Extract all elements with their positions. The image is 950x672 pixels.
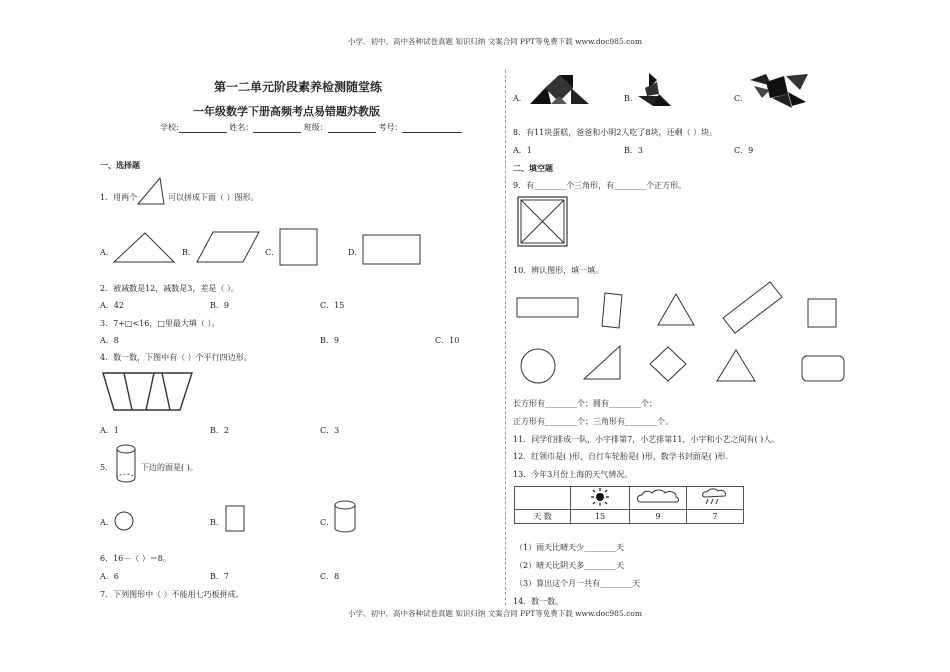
q5-cylinder-figure xyxy=(116,444,138,484)
q4-parallelogram-figure xyxy=(102,372,194,412)
q9-stem: 9．有________个三角形，有________个正方形。 xyxy=(513,181,687,190)
q13-weather-table xyxy=(514,486,744,524)
q3-option-c[interactable]: C．10 xyxy=(435,336,460,345)
q7-option-c[interactable]: C． xyxy=(734,94,749,103)
q1-option-d-rectangle xyxy=(362,234,422,266)
q5-option-b[interactable]: B． xyxy=(210,518,224,527)
q6-option-b[interactable]: B．7 xyxy=(210,572,229,581)
q2-stem: 2．被减数是12，减数是3，差是（ ）。 xyxy=(100,284,239,293)
q9-square-x-figure xyxy=(517,196,569,248)
q7-option-c-tangram-figure xyxy=(748,72,810,110)
number-blank[interactable] xyxy=(402,124,462,133)
page-header: 小学、初中、高中各种试卷真题 知识归纳 文案合同 PPT等免费下载 www.doc985.com xyxy=(348,37,642,46)
q10-triangle-right xyxy=(584,346,620,379)
q10-rectangle-long-tilted xyxy=(723,282,782,333)
q10-rectangle-tilted xyxy=(602,293,622,328)
cloudy-days-value: 9 xyxy=(630,510,687,524)
q1-prefix: 1．用两个 xyxy=(100,193,138,202)
number-label: 考号： xyxy=(378,123,403,132)
q8-option-a[interactable]: A．1 xyxy=(513,146,532,155)
q5-suffix: 下边的面是( )。 xyxy=(141,463,198,472)
section1-heading: 一、选择题 xyxy=(100,161,140,170)
q7-option-b-tangram-figure xyxy=(637,72,673,108)
rain-icon xyxy=(700,488,730,506)
q5-option-c[interactable]: C． xyxy=(320,518,335,527)
q6-stem: 6．16－（ ）＝8。 xyxy=(100,554,171,563)
q10-fill-line2: 正方形有________个；三角形有________个。 xyxy=(513,417,673,426)
q3-stem: 3．7+□<16，□里最大填（ ）。 xyxy=(100,319,220,328)
q12-stem: 12．红领巾是( )形，自行车轮胎是( )形，数学书封面是( )形. xyxy=(513,452,729,461)
q1-option-c-square xyxy=(279,228,319,266)
rainy-cell xyxy=(687,487,744,510)
q13-sub2: （2）晴天比阴天多________天 xyxy=(515,561,625,570)
q10-stem: 10．辨认图形，填一填。 xyxy=(513,266,604,275)
q3-option-a[interactable]: A．8 xyxy=(100,336,119,345)
column-divider xyxy=(505,70,506,605)
q4-option-a[interactable]: A．1 xyxy=(100,426,119,435)
school-blank[interactable] xyxy=(179,124,227,133)
q2-option-b[interactable]: B．9 xyxy=(210,301,229,310)
q10-fill-line1: 长方形有________个；圆有________个； xyxy=(513,399,657,408)
q8-option-b[interactable]: B．3 xyxy=(624,146,643,155)
q7-option-a-tangram-figure xyxy=(529,74,591,106)
title-line2: 一年级数学下册高频考点易错题苏教版 xyxy=(193,105,380,118)
q10-circle xyxy=(521,349,555,383)
q10-triangle-2 xyxy=(717,350,755,381)
q6-option-a[interactable]: A．6 xyxy=(100,572,119,581)
q14-stem: 14．数一数。 xyxy=(513,597,564,606)
class-label: 班级： xyxy=(303,123,328,132)
q5-option-b-rectangle xyxy=(225,505,247,533)
q4-option-c[interactable]: C．3 xyxy=(320,426,340,435)
q10-shapes-figure xyxy=(516,280,846,386)
q10-rounded-rectangle xyxy=(802,356,844,381)
q10-square-1 xyxy=(808,299,836,327)
q7-option-b[interactable]: B． xyxy=(624,94,638,103)
q2-option-a[interactable]: A．42 xyxy=(100,301,124,310)
q1-triangle-figure xyxy=(137,176,167,206)
section2-heading: 二、填空题 xyxy=(513,164,553,173)
q7-option-a[interactable]: A． xyxy=(513,94,527,103)
q1-option-b[interactable]: B． xyxy=(182,248,196,257)
q5-number: 5． xyxy=(100,463,114,472)
sunny-cell xyxy=(571,487,630,510)
q5-option-c-cylinder xyxy=(334,500,358,534)
title-line1: 第一二单元阶段素养检测随堂练 xyxy=(214,80,383,94)
sun-icon xyxy=(589,487,611,507)
q1-option-a-triangle xyxy=(113,231,175,263)
q7-stem: 7．下列图形中（ ）不能用七巧板拼成。 xyxy=(100,590,244,599)
q1-suffix: 可以拼成下面（ ）图形。 xyxy=(168,193,259,202)
q5-option-a[interactable]: A． xyxy=(100,518,114,527)
class-blank[interactable] xyxy=(328,124,376,133)
sunny-days-value: 15 xyxy=(571,510,630,524)
q3-option-b[interactable]: B．9 xyxy=(320,336,339,345)
page-footer: 小学、初中、高中各种试卷真题 知识归纳 文案合同 PPT等免费下载 www.doc985.com xyxy=(348,609,642,618)
q11-stem: 11．同学们排成一队，小宇排第7，小艺排第11，小宇和小艺之间有( )人。 xyxy=(513,435,780,444)
info-fields xyxy=(160,122,462,133)
q8-stem: 8．有11块蛋糕，爸爸和小明2人吃了8块，还剩（ ）块。 xyxy=(513,128,717,137)
q13-sub3: （3）算出这个月一共有________天 xyxy=(515,579,641,588)
q8-option-c[interactable]: C．9 xyxy=(734,146,754,155)
cloud-icon xyxy=(635,489,681,505)
school-label: 学校: xyxy=(160,123,179,132)
q1-option-c[interactable]: C． xyxy=(265,248,280,257)
q10-rectangle-wide xyxy=(517,298,578,317)
q1-option-d[interactable]: D． xyxy=(348,248,363,257)
q4-stem: 4．数一数，下图中有（ ）个平行四边形。 xyxy=(100,353,252,362)
q13-stem: 13．今年3月份上海的天气情况。 xyxy=(513,470,633,479)
q5-option-a-circle xyxy=(114,511,136,533)
q4-option-b[interactable]: B．2 xyxy=(210,426,229,435)
cloudy-cell xyxy=(630,487,687,510)
weather-corner-cell xyxy=(515,487,571,510)
q6-option-c[interactable]: C．8 xyxy=(320,572,340,581)
q1-option-b-parallelogram xyxy=(196,231,260,263)
days-label-cell: 天 数 xyxy=(515,510,571,524)
name-label: 姓名： xyxy=(229,123,254,132)
q1-option-a[interactable]: A． xyxy=(100,248,114,257)
q10-square-rotated xyxy=(650,347,686,381)
q13-sub1: （1）雨天比晴天少________天 xyxy=(515,543,625,552)
q10-triangle-1 xyxy=(658,294,694,325)
name-blank[interactable] xyxy=(253,124,301,133)
rainy-days-value: 7 xyxy=(687,510,744,524)
q2-option-c[interactable]: C．15 xyxy=(320,301,345,310)
